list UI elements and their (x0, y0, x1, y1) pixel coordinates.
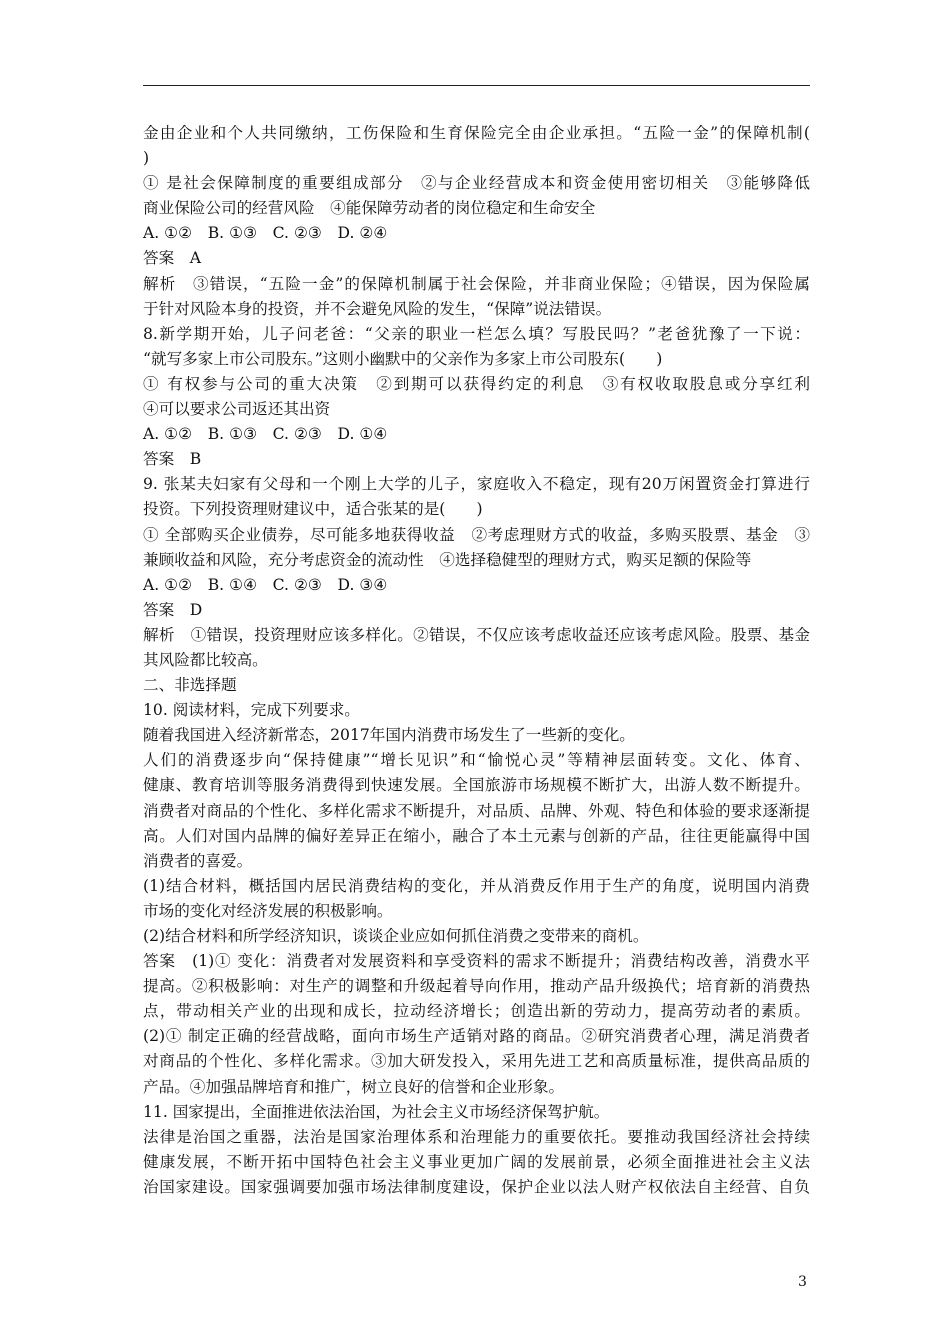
header-rule (143, 85, 810, 86)
text-line: A. ①② B. ①③ C. ②③ D. ②④ (143, 224, 388, 243)
text-line: 解析 ①错误，投资理财应该多样化。②错误，不仅应该考虑收益还应该考虑风险。股票、基金 (143, 625, 810, 644)
text-line: 商业保险公司的经营风险 ④能保障劳动者的岗位稳定和生命安全 (143, 199, 596, 218)
text-line: 法律是治国之重器，法治是国家治理体系和治理能力的重要依托。要推动我国经济社会持续 (143, 1127, 810, 1146)
text-line: 其风险都比较高。 (143, 650, 268, 669)
text-line: 解析 ③错误，“五险一金”的保障机制属于社会保险，并非商业保险；④错误，因为保险属 (143, 274, 810, 293)
text-line: “就写多家上市公司股东。”这则小幽默中的父亲作为多家上市公司股东( ) (143, 349, 663, 368)
text-line: 随着我国进入经济新常态，2017年国内消费市场发生了一些新的变化。 (143, 726, 635, 745)
text-line: (2)① 制定正确的经营战略，面向市场生产适销对路的商品。②研究消费者心理，满足消费者 (143, 1027, 810, 1046)
text-line: 健康发展，不断开拓中国特色社会主义事业更加广阔的发展前景，必须全面推进社会主义法 (143, 1152, 810, 1171)
text-line: 提高。②积极影响：对生产的调整和升级起着导向作用，推动产品升级换代；培育新的消费热 (143, 977, 810, 996)
text-line: 于针对风险本身的投资，并不会避免风险的发生，“保障”说法错误。 (143, 299, 612, 318)
page-number: 3 (798, 1274, 807, 1290)
text-line: 消费者的喜爱。 (143, 851, 253, 870)
text-line: (1)结合材料，概括国内居民消费结构的变化，并从消费反作用于生产的角度，说明国内消费 (143, 876, 810, 895)
text-line: ④可以要求公司返还其出资 (143, 400, 331, 419)
text-line: 治国家建设。国家强调要加强市场法律制度建设，保护企业以法人财产权依法自主经营、自负 (143, 1177, 810, 1196)
text-line: A. ①② B. ①③ C. ②③ D. ①④ (143, 425, 388, 444)
text-line: 产品。④加强品牌培育和推广，树立良好的信誉和企业形象。 (143, 1077, 565, 1096)
text-line: 二、非选择题 (143, 676, 237, 695)
text-line: 金由企业和个人共同缴纳，工伤保险和生育保险完全由企业承担。“五险一金”的保障机制( (143, 124, 810, 142)
text-line: 健康、教育培训等服务消费得到快速发展。全国旅游市场规模不断扩大，出游人数不断提升。 (143, 776, 810, 795)
text-line: 9. 张某夫妇家有父母和一个刚上大学的儿子，家庭收入不稳定，现有20万闲置资金打算进行 (143, 475, 810, 494)
text-line: ① 是社会保障制度的重要组成部分 ②与企业经营成本和资金使用密切相关 ③能够降低 (143, 174, 810, 193)
text-line: 市场的变化对经济发展的积极影响。 (143, 901, 393, 920)
text-line: 消费者对商品的个性化、多样化需求不断提升，对品质、品牌、外观、特色和体验的要求逐渐提 (143, 801, 810, 820)
text-line: 兼顾收益和风险，充分考虑资金的流动性 ④选择稳健型的理财方式，购买足额的保险等 (143, 550, 752, 569)
text-line: 人们的消费逐步向“保持健康”“增长见识”和“愉悦心灵”等精神层面转变。文化、体育、 (143, 751, 810, 770)
text-line: 8.新学期开始，儿子问老爸：“父亲的职业一栏怎么填？写股民吗？”老爸犹豫了一下说： (143, 324, 810, 343)
text-line: 点，带动相关产业的出现和成长，拉动经济增长；创造出新的劳动力，提高劳动者的素质。 (143, 1002, 810, 1021)
text-line: 对商品的个性化、多样化需求。③加大研发投入，采用先进工艺和高质量标准，提供高品质的 (143, 1052, 810, 1071)
text-line: ① 有权参与公司的重大决策 ②到期可以获得约定的利息 ③有权收取股息或分享红利 (143, 374, 810, 393)
document-body (143, 121, 810, 1200)
text-line: A. ①② B. ①④ C. ②③ D. ③④ (143, 575, 388, 594)
text-line: 10. 阅读材料，完成下列要求。 (143, 701, 360, 720)
text-line: ① 全部购买企业债券，尽可能多地获得收益 ②考虑理财方式的收益，多购买股票、基金 ③ (143, 525, 810, 544)
text-line: 11. 国家提出，全面推进依法治国，为社会主义市场经济保驾护航。 (143, 1102, 610, 1121)
text-line: 答案 D (143, 600, 203, 619)
text-line: 投资。下列投资理财建议中，适合张某的是( ) (143, 500, 483, 519)
text-line: 高。人们对国内品牌的偏好差异正在缩小，融合了本土元素与创新的产品，往往更能赢得中国 (143, 826, 810, 845)
text-line: 答案 A (143, 249, 202, 268)
text-line: 答案 B (143, 450, 202, 469)
text-line: (2)结合材料和所学经济知识，谈谈企业应如何抓住消费之变带来的商机。 (143, 927, 649, 945)
text-line: 答案 (1)① 变化：消费者对发展资料和享受资料的需求不断提升；消费结构改善，消费水平 (143, 952, 810, 971)
text-line: ) (143, 149, 150, 168)
